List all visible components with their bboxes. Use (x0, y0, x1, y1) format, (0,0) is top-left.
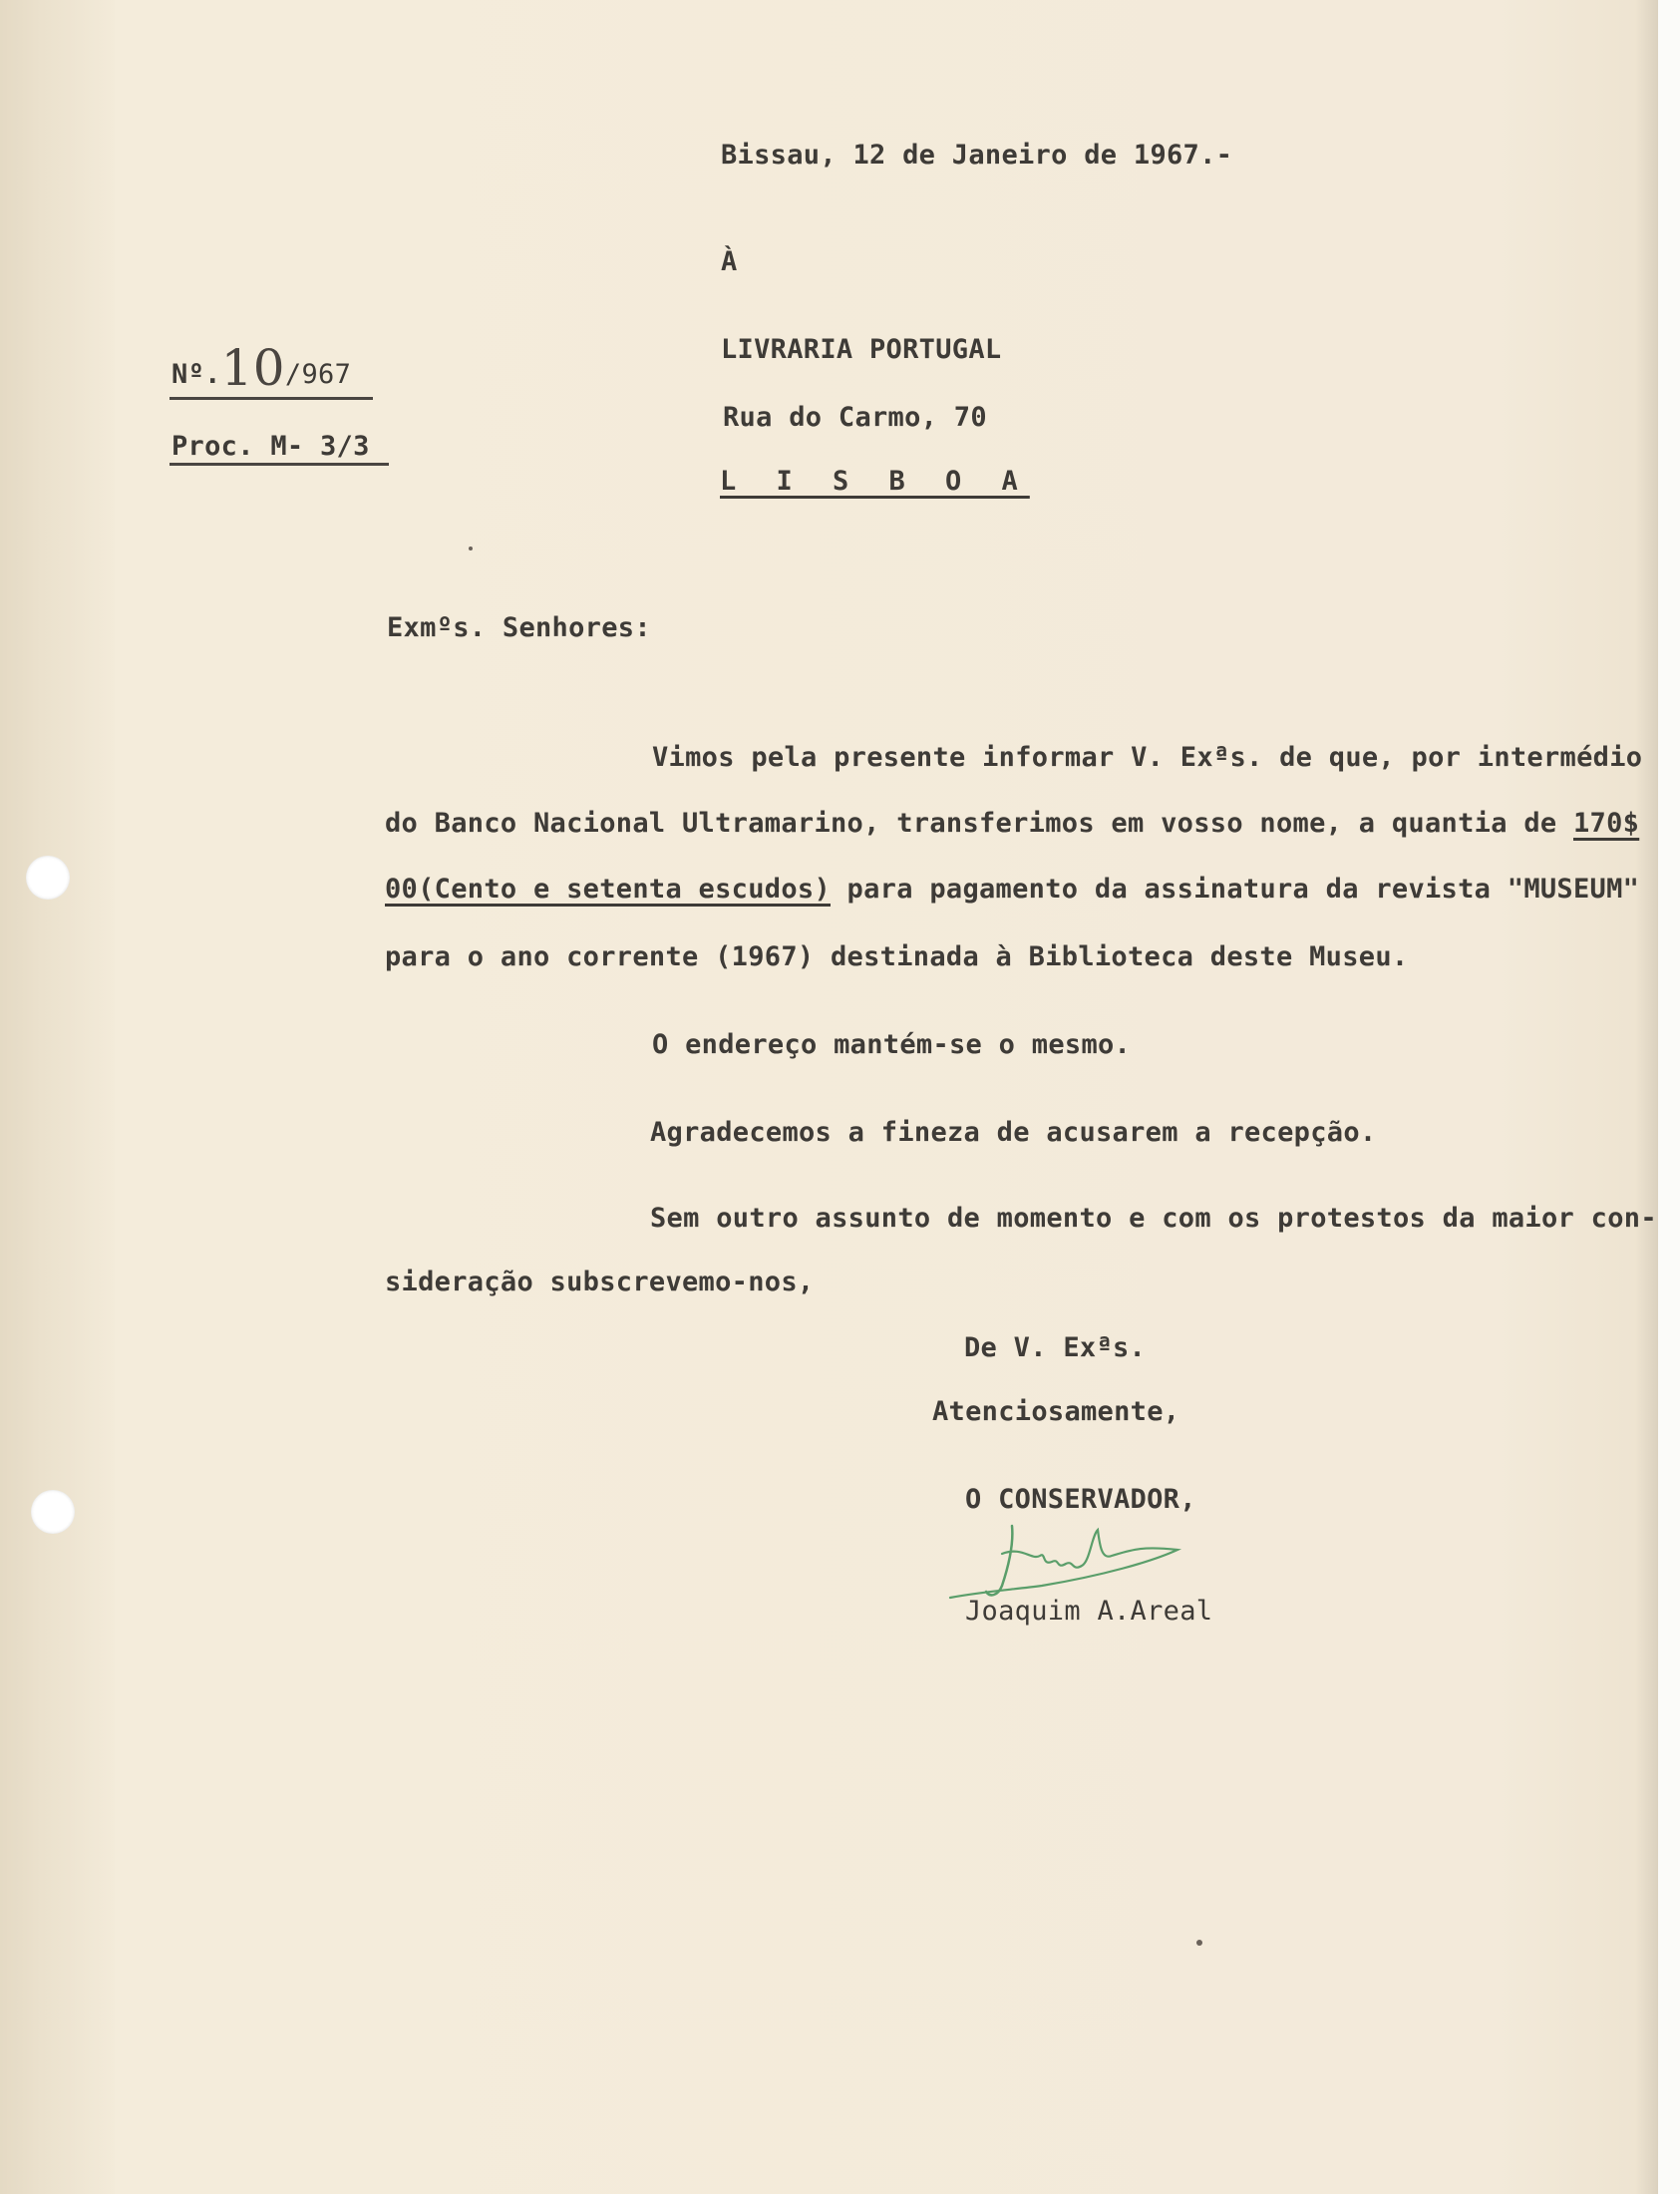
process-number: Proc. M- 3/3 (171, 431, 370, 462)
punch-hole-bottom (31, 1490, 75, 1534)
signatory-name: Joaquim A.Areal (965, 1596, 1213, 1627)
body-p1-line2-text: do Banco Nacional Ultramarino, transferimos em vosso nome, a quantia de (385, 808, 1573, 839)
closing-line2: Atenciosamente, (932, 1396, 1180, 1427)
process-underline (169, 463, 389, 466)
closing-line1: De V. Exªs. (964, 1332, 1147, 1363)
body-p4-line2: sideração subscrevemo-nos, (385, 1267, 815, 1297)
scan-margin (1658, 0, 1680, 2194)
reference-suffix: /967 (284, 359, 352, 390)
body-p2: O endereço mantém-se o mesmo. (652, 1029, 1132, 1060)
reference-underline (169, 397, 373, 400)
reference-prefix: Nº. (171, 359, 221, 390)
body-p1-line2 (385, 808, 1639, 839)
reference-number (171, 339, 351, 397)
to-marker: À (721, 246, 738, 277)
body-p1-line1: Vimos pela presente informar V. Exªs. de que, por intermédio (652, 742, 1643, 773)
body-p1-line4: para o ano corrente (1967) destinada à Biblioteca deste Museu. (385, 941, 1409, 972)
paper-speck (1196, 1940, 1202, 1946)
addressee-name: LIVRARIA PORTUGAL (721, 334, 1002, 365)
addressee-city: L I S B O A (720, 466, 1030, 497)
amount-in-words: 00(Cento e setenta escudos) (385, 874, 831, 905)
body-p3: Agradecemos a fineza de acusarem a recepção. (650, 1117, 1377, 1148)
reference-handwritten-number: 10 (220, 339, 285, 397)
paper-fold-shading (0, 0, 115, 2194)
body-p1-line3 (385, 874, 1639, 905)
addressee-street: Rua do Carmo, 70 (723, 402, 987, 433)
signatory-title: O CONSERVADOR, (965, 1484, 1196, 1515)
punch-hole-top (26, 856, 70, 900)
amount-figure: 170$ (1573, 808, 1640, 839)
paper-speck (469, 547, 473, 550)
body-p4-line1: Sem outro assunto de momento e com os protestos da maior con- (650, 1203, 1657, 1234)
date-line: Bissau, 12 de Janeiro de 1967.- (721, 140, 1233, 171)
salutation: Exmºs. Senhores: (387, 612, 651, 643)
body-p1-line3-text: para pagamento da assinatura da revista "MUSEUM" (831, 874, 1640, 905)
